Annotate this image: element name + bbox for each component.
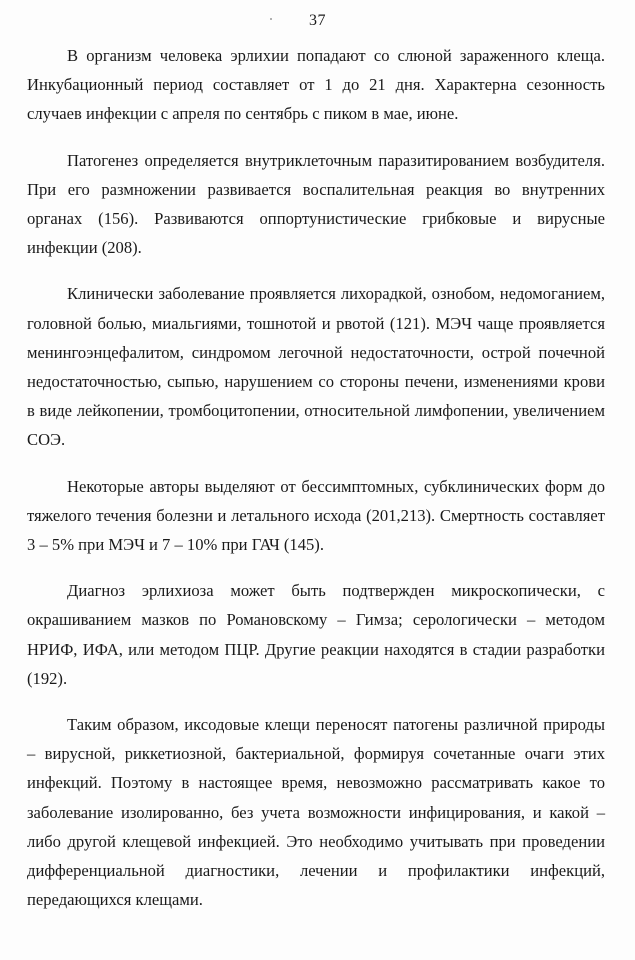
paragraph-clinical-picture: Клинически заболевание проявляется лихорадкой, ознобом, недомоганием, головной болью, миальгиями, тошнотой и рвотой (121). МЭЧ чаще проявляется менингоэнцефалитом, синдромом легочной недостаточности, острой почечной недостаточностью, сыпью, нарушением со стороны печени, изменениями крови в виде лейкопении, тромбоцитопении, относительной лимфопении, увеличением СОЭ. — [27, 284, 605, 450]
paragraph-infection-route: В организм человека эрлихии попадают со слюной зараженного клеща. Инкубационный период составляет от 1 до 21 дня. Характерна сезонность случаев инфекции с апреля по сентябрь с пиком в мае, июне. — [27, 46, 605, 124]
paragraph-conclusion: Таким образом, иксодовые клещи переносят патогены различной природы – вирусной, риккетиозной, бактериальной, формируя сочетанные очаги этих инфекций. Поэтому в настоящее время, невозможно рассматривать какое то заболевание изолированно, без учета возможности инфицирования, и какой – либо другой клещевой инфекцией. Это необходимо учитывать при проведении дифференциальной диагностики, лечении и профилактики инфекций, передающихся клещами. — [27, 715, 605, 910]
paragraph-diagnosis: Диагноз эрлихиоза может быть подтвержден микроскопически, с окрашиванием мазков по Романовскому – Гимза; серологически – методом НРИФ, ИФА, или методом ПЦР. Другие реакции находятся в стадии разработки (192). — [27, 581, 605, 688]
page-number: 37 — [309, 12, 326, 29]
body-text — [27, 41, 605, 931]
paragraph-pathogenesis: Патогенез определяется внутриклеточным паразитированием возбудителя. При его размножении развивается воспалительная реакция во внутренних органах (156). Развиваются оппортунистические грибковые и вирусные инфекции (208). — [27, 150, 605, 258]
paragraph-severity-mortality: Некоторые авторы выделяют от бессимптомных, субклинических форм до тяжелого течения болезни и летального исхода (201,213). Смертность составляет 3 – 5% при МЭЧ и 7 – 10% при ГАЧ (145). — [27, 476, 605, 555]
